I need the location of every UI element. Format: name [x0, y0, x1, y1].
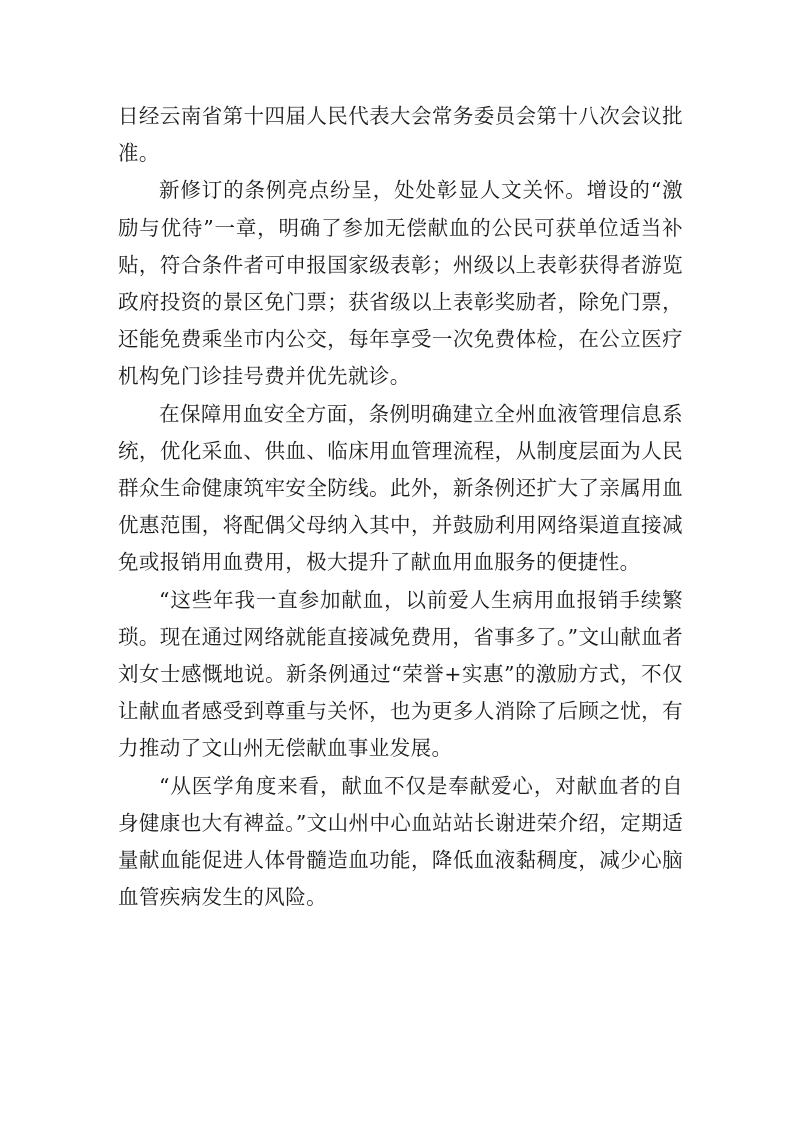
paragraph-continued: 日经云南省第十四届人民代表大会常务委员会第十八次会议批准。 [118, 104, 683, 166]
paragraph-medical-benefit: “从医学角度来看，献血不仅是奉献爱心，对献血者的自身健康也大有裨益。”文山州中心血站站长谢进荣介绍，定期适量献血能促进人体骨髓造血功能，降低血液黏稠度，减少心脑血管疾病发生的风险。 [118, 773, 683, 910]
paragraph-incentives: 新修订的条例亮点纷呈，处处彰显人文关怀。增设的“激励与优待”一章，明确了参加无偿献血的公民可获单位适当补贴，符合条件者可申报国家级表彰；州级以上表彰获得者游览政府投资的景区免门票；获省级以上表彰奖励者，除免门票，还能免费乘坐市内公交，每年享受一次免费体检，在公立医疗机构免门诊挂号费并优先就诊。 [118, 178, 683, 389]
paragraph-donor-quote: “这些年我一直参加献血，以前爱人生病用血报销手续繁琐。现在通过网络就能直接减免费用，省事多了。”文山献血者刘女士感慨地说。新条例通过“荣誉+实惠”的激励方式，不仅让献血者感受到尊重与关怀，也为更多人消除了后顾之忧，有力推动了文山州无偿献血事业发展。 [118, 587, 683, 761]
paragraph-blood-safety: 在保障用血安全方面，条例明确建立全州血液管理信息系统，优化采血、供血、临床用血管理流程，从制度层面为人民群众生命健康筑牢安全防线。此外，新条例还扩大了亲属用血优惠范围，将配偶父母纳入其中，并鼓励利用网络渠道直接减免或报销用血费用，极大提升了献血用血服务的便捷性。 [118, 401, 683, 575]
article-body [118, 98, 683, 916]
